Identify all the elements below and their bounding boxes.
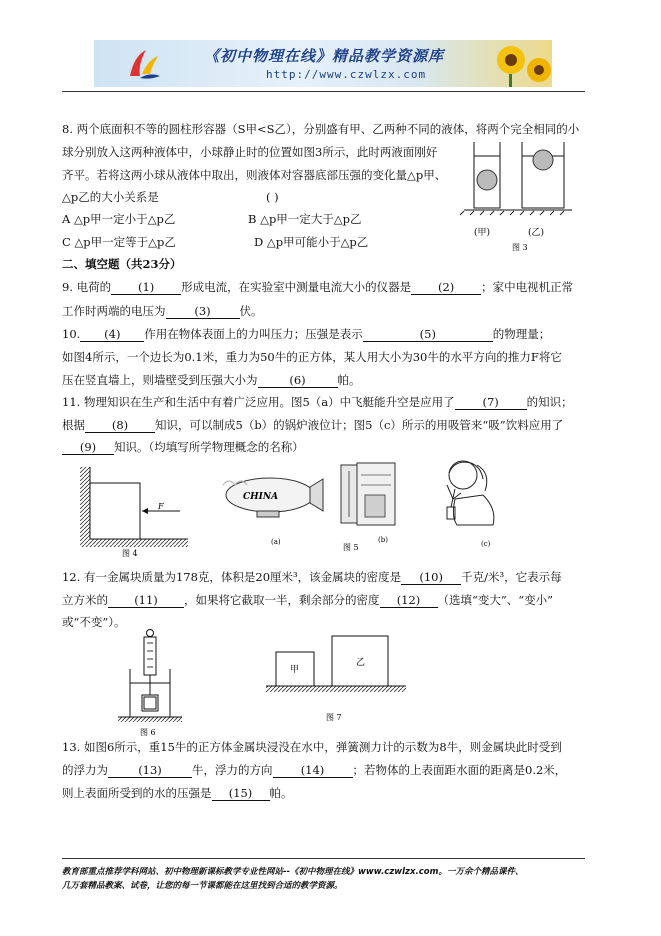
figure-6-spring-scale (110, 625, 190, 737)
blank-10[interactable]: (10) (401, 570, 461, 585)
blank-8[interactable]: (8) (85, 418, 155, 433)
banner-url[interactable]: http://www.czwlzx.com (266, 68, 427, 81)
q8-option-c: C △p甲一定等于△p乙 (62, 235, 176, 249)
footer-line1: 教育部重点推荐学科网站、初中物理新课标教学专业性网站--《初中物理在线》www.czwlzx.com。一万余个精品课件、 (62, 867, 524, 877)
q13-line1: 13. 如图6所示，重15牛的正方体金属块浸没在水中，弹簧测力计的示数为8牛，则金属块此时受到 (62, 740, 562, 754)
q12-text-c: 立方米的 (62, 593, 108, 607)
footer-rule (62, 858, 585, 859)
q9-text-d: 工作时两端的电压为 (62, 304, 166, 318)
q9-text-a: 9. 电荷的 (62, 280, 112, 294)
q12-text-d: ，如果将它截取一半，剩余部分的密度 (184, 593, 380, 607)
q8-stem-end: △p乙的大小关系是 (62, 190, 159, 204)
q11-line2 (62, 417, 563, 433)
q8-line3: 齐平。若将这两小球从液体中取出，则液体对容器底部压强的变化量△p甲、 (62, 168, 447, 182)
footer-line2: 几万套精品教案、试卷，让您的每一节课都能在这里找到合适的教学资源。 (62, 881, 343, 891)
q9-text-c: ；家中电视机正常 (481, 280, 574, 294)
q9-text-b: 形成电流，在实验室中测量电流大小的仪器是 (181, 280, 412, 294)
q11-text-e: 知识。（均填写所学物理概念的名称） (114, 440, 304, 454)
section-title-fill-blanks: 二、填空题（共23分） (62, 257, 182, 271)
q8-line2: 球分别放入这两种液体中，小球静止时的位置如图3所示，此时两液面刚好 (62, 145, 438, 159)
q11-line1 (62, 394, 573, 410)
fig3-label-yi: (乙) (528, 228, 545, 238)
q13-text-b: 牛，浮力的方向 (192, 763, 273, 777)
q13-text-c: ；若物体的上表面距水面的距离是0.2米， (352, 763, 567, 777)
blank-6[interactable]: (6) (258, 373, 338, 388)
q8-line4 (62, 189, 279, 205)
figure-5-applications (215, 455, 515, 555)
q12-line1 (62, 569, 562, 585)
q11-text-d: 知识，可以制成5（b）的锅炉液位计；图5（c）所示的用吸管来“吸”饮料应用了 (155, 418, 564, 432)
q10-line2: 如图4所示，一个边长为0.1米，重力为50牛的正方体，某人用大小为30牛的水平方向的推力F将它 (62, 350, 562, 364)
site-logo (124, 46, 164, 82)
blank-2[interactable]: (2) (411, 280, 481, 295)
blank-1[interactable]: (1) (111, 280, 181, 295)
q12-text-a: 12. 有一金属块质量为178克，体积是20厘米³，该金属块的密度是 (62, 570, 402, 584)
q12-line3: 或“不变”）。 (62, 615, 126, 629)
blank-15[interactable]: (15) (212, 786, 270, 801)
force-label-f: F (158, 502, 164, 511)
q8-option-a: A △p甲一定小于△p乙 (62, 212, 176, 226)
fig5-caption: 图 5 (343, 543, 359, 552)
q13-text-d: 则上表面所受到的水的压强是 (62, 786, 212, 800)
girl-drinking-illustration (447, 461, 494, 525)
blimp-illustration (223, 478, 323, 517)
blank-9[interactable]: (9) (62, 440, 114, 455)
q10-text-d: 压在竖直墙上，则墙壁受到压强大小为 (62, 373, 258, 387)
blank-11[interactable]: (11) (108, 593, 184, 608)
q9-text-e: 伏。 (239, 304, 263, 318)
q13-line3 (62, 785, 293, 801)
q12-text-e: （选填“变大”、“变小” (437, 593, 554, 607)
q12-text-b: 千克/米³，它表示每 (461, 570, 562, 584)
q11-text-a: 11. 物理知识在生产和生活中有着广泛应用。图5（a）中飞艇能升空是应用了 (62, 395, 455, 409)
blank-7[interactable]: (7) (455, 395, 527, 410)
fig4-caption: 图 4 (122, 549, 138, 558)
blank-13[interactable]: (13) (108, 763, 192, 778)
q11-text-b: 的知识； (526, 395, 573, 409)
block-label-yi: 乙 (356, 658, 366, 668)
q11-text-c: 根据 (62, 418, 85, 432)
fig5-label-b: (b) (378, 536, 388, 544)
q9-line1 (62, 279, 573, 295)
fig3-caption: 图 3 (512, 243, 528, 252)
blank-12[interactable]: (12) (380, 593, 438, 608)
blank-5[interactable]: (5) (363, 327, 493, 342)
q12-line2 (62, 592, 553, 608)
q13-text-a: 的浮力为 (62, 763, 108, 777)
fig6-caption: 图 6 (140, 728, 156, 737)
q10-line1 (62, 326, 550, 342)
figure-4-wall-block (80, 465, 190, 560)
q10-line3 (62, 372, 361, 388)
q10-text-b: 作用在物体表面上的力叫压力；压强是表示 (144, 327, 363, 341)
blimp-label: CHINA (243, 492, 279, 502)
q8-option-b: B △p甲一定大于△p乙 (248, 212, 362, 226)
fig5-label-c: (c) (481, 540, 491, 548)
q11-line3 (62, 439, 304, 455)
q10-text-c: 的物理量； (492, 327, 551, 341)
boiler-gauge-illustration (341, 463, 395, 525)
blank-14[interactable]: (14) (273, 763, 353, 778)
q8-option-d: D △p甲可能小于△p乙 (254, 235, 369, 249)
q8-line1: 8. 两个底面积不等的圆柱形容器（S甲<S乙），分别盛有甲、乙两种不同的液体，将两个完全相同的小 (62, 122, 580, 136)
q13-text-e: 帕。 (269, 786, 293, 800)
q10-text-a: 10. (62, 327, 81, 341)
q13-line2 (62, 762, 566, 778)
header-banner (94, 40, 552, 87)
q9-line2 (62, 303, 263, 319)
banner-title: 《初中物理在线》精品教学资源库 (204, 47, 445, 65)
fig7-caption: 图 7 (326, 713, 342, 722)
figure-7-blocks (262, 632, 412, 724)
figure-3-containers (460, 140, 580, 255)
blank-4[interactable]: (4) (80, 327, 144, 342)
q8-answer-paren: ( ) (266, 190, 279, 204)
blank-3[interactable]: (3) (166, 304, 240, 319)
q10-text-e: 帕。 (337, 373, 361, 387)
block-label-jia: 甲 (290, 665, 300, 675)
fig3-label-jia: (甲) (474, 228, 491, 238)
fig5-label-a: (a) (271, 538, 281, 546)
header-rule (62, 91, 585, 92)
sunflower-image (489, 40, 552, 87)
